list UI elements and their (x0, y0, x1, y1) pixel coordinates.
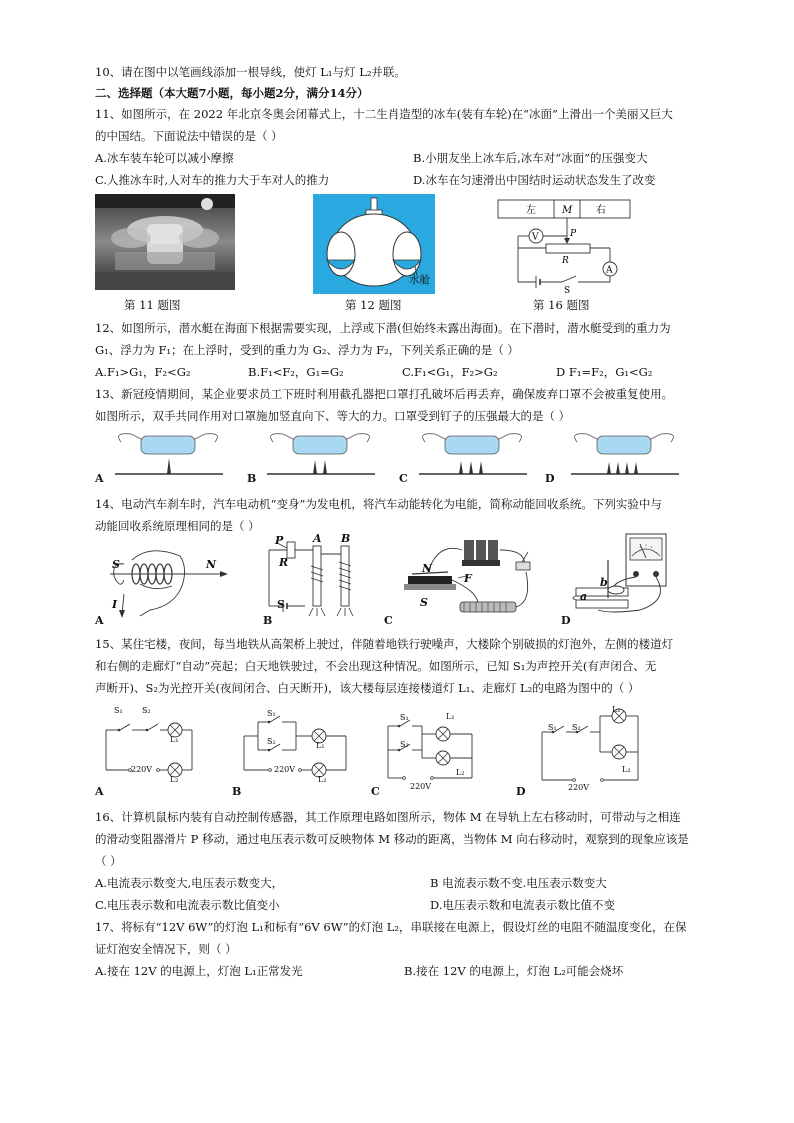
q16-line1: 16、计算机鼠标内装有自动控制传感器，其工作原理电路如图所示，物体 M 在导轨上左右移动时，可带动与之相连 (95, 810, 681, 824)
q13-figure-b (267, 434, 375, 474)
q12-line2: G₁、浮力为 F₁；在上浮时，受到的重力为 G₂、浮力为 F₂，下列关系正确的是（ ） (95, 343, 519, 357)
svg-text:右: 右 (596, 205, 606, 216)
q11-line1: 11、如图所示，在 2022 年北京冬奥会闭幕式上，十二生肖造型的冰车(装有车轮)在“冰面”上滑出一个美丽又巨大 (95, 107, 673, 121)
q10-text: 10、请在图中以笔画线添加一根导线，使灯 L₁与灯 L₂并联。 (95, 65, 406, 79)
q15b-l1: L₁ (316, 741, 325, 750)
q14-figure-b (265, 532, 375, 618)
q15d-s1: S₁ (548, 723, 557, 732)
q16-option-c: C.电压表示数和电流表示数比值变小 (95, 898, 280, 912)
q14a-n-label: N (206, 558, 217, 571)
q14b-r-label: R (279, 556, 289, 569)
q16-option-b: B 电流表示数不变.电压表示数变大 (430, 876, 607, 890)
figure-12-caption: 第 12 题图 (345, 298, 402, 312)
svg-text:A: A (606, 265, 613, 276)
q15-line2: 和右侧的走廊灯“自动”亮起；白天地铁驶过，不会出现这种情况。如图所示，已知 S₁为声控开关(有声闭合、无 (95, 659, 657, 673)
q15-label-a: A (95, 785, 104, 798)
q14c-s-label: S (420, 596, 428, 609)
figure-16-caption: 第 16 题图 (533, 298, 590, 312)
q15-label-c: C (371, 785, 380, 798)
svg-text:R: R (562, 256, 569, 266)
q15a-l2: L₂ (170, 775, 179, 784)
q15a-l1: L₁ (170, 735, 179, 744)
q11-option-a: A.冰车装车轮可以减小摩擦 (95, 151, 234, 165)
q15c-s2: S₂ (400, 740, 409, 749)
q15c-l1: L₁ (446, 712, 455, 721)
figure-16-circuit (496, 198, 632, 294)
q15c-l2: L₂ (456, 768, 465, 777)
q14b-a-label: A (313, 532, 322, 545)
q14-figure-a (110, 540, 230, 618)
q12-option-b: B.F₁<F₂，G₁=G₂ (248, 365, 344, 379)
figure-11-caption: 第 11 题图 (124, 298, 181, 312)
q14b-p-label: P (275, 534, 284, 547)
q11-option-b: B.小朋友坐上冰车后,冰车对“冰面”的压强变大 (413, 151, 648, 165)
q14-line2: 动能回收系统原理相同的是（ ） (95, 519, 260, 533)
q15a-s2: S₂ (142, 706, 151, 715)
q15d-volt: 220V (568, 783, 590, 792)
q15b-s1: S₁ (267, 709, 276, 718)
q13-label-d: D (545, 472, 555, 485)
q13-figure-d (571, 434, 679, 474)
q12-line1: 12、如图所示，潜水艇在海面下根据需要实现，上浮或下潜(但始终未露出海面)。在下潜时，潜水艇受到的重力为 (95, 321, 671, 335)
q15b-s2: S₂ (267, 737, 276, 746)
q14-figure-d (570, 530, 680, 622)
q14d-a-label: a (580, 590, 588, 603)
q15b-l2: L₂ (318, 775, 327, 784)
q14a-s-label: S (112, 558, 120, 571)
q15d-s2: S₂ (572, 723, 581, 732)
q17-line1: 17、将标有“12V 6W”的灯泡 L₁和标有“6V 6W”的灯泡 L₂，串联接在电源上，假设灯丝的电阻不随温度变化，在保 (95, 920, 687, 934)
q15-line3: 声断开)、S₂为光控开关(夜间闭合、白天断开)，该大楼每层连接楼道灯 L₁、走廊灯 L₂的电路为图中的（ ） (95, 681, 640, 695)
q15d-l1: L₁ (612, 705, 621, 714)
q15-line1: 15、某住宅楼，夜间，每当地铁从高架桥上驶过，伴随着地铁行驶噪声，大楼除个别破损的灯泡外，左侧的楼道灯 (95, 637, 674, 651)
q15-label-d: D (516, 785, 526, 798)
q17-line2: 证灯泡安全情况下，则（ ） (95, 942, 237, 956)
q12-option-d: D F₁=F₂，G₁<G₂ (556, 365, 653, 379)
svg-text:V: V (532, 232, 539, 243)
q13-figure-a (115, 434, 223, 474)
q11-option-d: D.冰车在匀速滑出中国结时运动状态发生了改变 (413, 173, 656, 187)
section2-heading: 二、选择题（本大题7小题，每小题2分，满分14分） (95, 86, 369, 100)
q14b-s-label: S (277, 598, 285, 611)
svg-text:P: P (570, 229, 577, 239)
submarine-cabin-label: 水舱 (409, 274, 430, 286)
svg-text:M: M (562, 205, 573, 216)
q13-figure-c (419, 434, 527, 474)
q14-label-a: A (95, 614, 104, 627)
q16-option-a: A.电流表示数变大,电压表示数变大， (95, 876, 284, 890)
q14-label-c: C (384, 614, 393, 627)
q16-line2: 的滑动变阻器滑片 P 移动，通过电压表示数可反映物体 M 移动的距离，当物体 M 向右移动时，观察到的现象应该是 (95, 832, 689, 846)
q11-option-c: C.人推冰车时,人对车的推力大于车对人的推力 (95, 173, 330, 187)
q14-label-d: D (561, 614, 571, 627)
q15c-volt: 220V (410, 782, 432, 791)
q16-line3: （ ） (95, 854, 122, 868)
q13-line1: 13、新冠疫情期间，某企业要求员工下班时利用截孔器把口罩打孔破坏后再丢弃，确保废弃口罩不会被重复使用。 (95, 387, 674, 401)
q15c-s1: S₁ (400, 713, 409, 722)
q14b-b-label: B (341, 532, 351, 545)
q14-line1: 14、电动汽车刹车时，汽车电动机“变身”为发电机，将汽车动能转化为电能，简称动能回收系统。下列实验中与 (95, 497, 662, 511)
q17-option-b: B.接在 12V 的电源上，灯泡 L₂可能会烧坏 (404, 964, 624, 978)
figure-11-photo (95, 194, 235, 290)
q12-option-c: C.F₁<G₁，F₂>G₂ (402, 365, 498, 379)
q15-label-b: B (232, 785, 242, 798)
q12-option-a: A.F₁>G₁，F₂<G₂ (95, 365, 191, 379)
q13-line2: 如图所示，双手共同作用对口罩施加竖直向下、等大的力。口罩受到钉子的压强最大的是（ ） (95, 409, 571, 423)
q15b-volt: 220V (274, 765, 296, 774)
q14-figure-c (398, 532, 548, 624)
q14a-i-label: I (112, 598, 118, 611)
q16-option-d: D.电压表示数和电流表示数比值不变 (430, 898, 615, 912)
q13-label-b: B (247, 472, 257, 485)
q13-label-a: A (95, 472, 104, 485)
q15a-s1: S₁ (114, 706, 123, 715)
q13-label-c: C (399, 472, 408, 485)
figure-12-submarine (313, 194, 435, 294)
q17-option-a: A.接在 12V 的电源上，灯泡 L₁正常发光 (95, 964, 303, 978)
q11-line2: 的中国结。下面说法中错误的是（ ） (95, 129, 283, 143)
q14c-n-label: N (422, 562, 433, 575)
svg-text:左: 左 (526, 205, 536, 216)
q15d-l2: L₂ (622, 765, 631, 774)
q14d-b-label: b (600, 576, 608, 589)
q15a-volt: 220V (131, 765, 153, 774)
svg-text:S: S (564, 286, 571, 294)
q14-label-b: B (263, 614, 273, 627)
q14c-f-label: F (464, 572, 472, 585)
